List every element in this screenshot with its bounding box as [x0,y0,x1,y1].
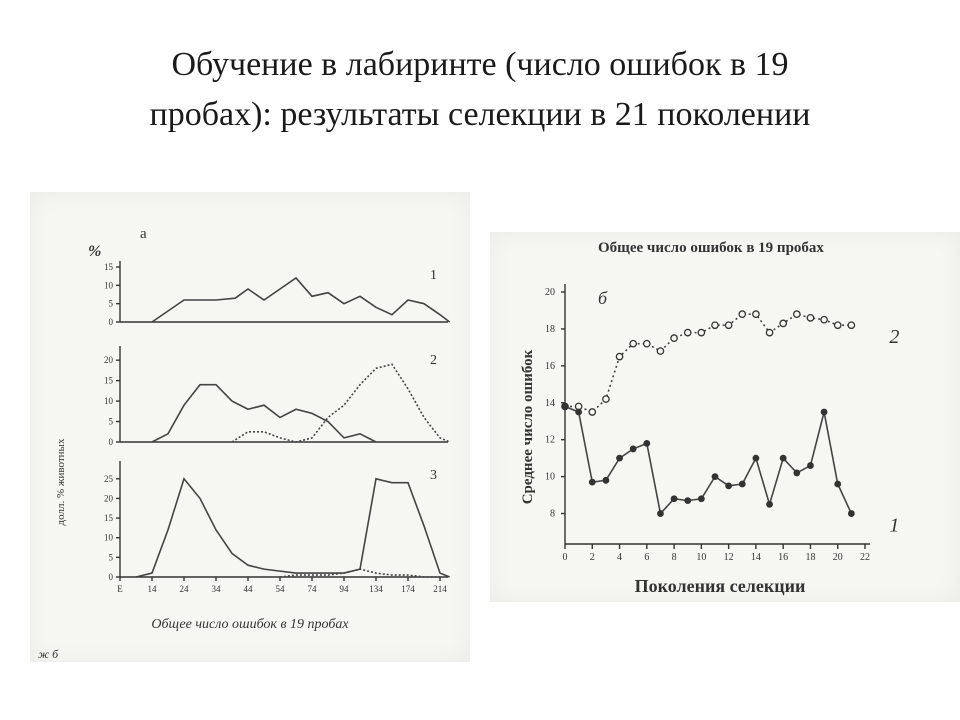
subplot-1-series-line-1 [152,278,450,322]
series-2-point [712,322,718,328]
series-2-point [766,329,772,335]
y-tick-label-b: 18 [545,323,555,335]
series-1-point [671,495,678,502]
x-tick-label: 34 [211,584,221,594]
series-1-point [848,510,855,517]
x-tick-label-b: 10 [696,552,707,563]
x-tick-label-b: 22 [860,552,870,563]
x-tick-label: 214 [433,584,447,594]
series-1-point [562,403,569,410]
chart-a-svg [30,192,470,662]
series-1-point [643,440,650,447]
series-2-point [671,335,677,341]
subplot-3-y-tick: 15 [104,513,113,524]
series-2-point [780,320,786,326]
y-unit-label: % [88,243,102,260]
series-2-point [739,311,745,317]
subplot-number-3: 3 [430,468,437,483]
series-2-point [794,311,800,317]
subplot-3-y-tick: 25 [104,473,113,484]
y-tick-label-b: 12 [545,434,555,446]
series-1-point [589,479,596,486]
x-tick-label-b: 14 [750,552,761,563]
x-tick-label: 174 [401,584,415,594]
x-tick-label: 74 [307,584,317,594]
subplot-3-series-line-1 [136,479,450,577]
subplot-2-series-line-2 [232,364,450,442]
series-2-point [685,329,691,335]
subplot-2-y-tick: 10 [104,396,113,407]
series-1-point [684,497,691,504]
footer-fragment: ж б [38,647,59,661]
y-axis-label: долл. % животных [55,438,67,526]
x-tick-label: 94 [339,584,349,594]
subplot-3-y-tick: 20 [104,493,113,504]
subplot-1-y-tick: 15 [104,262,113,272]
series-1-point [753,455,760,462]
y-tick-label-b: 14 [545,397,555,409]
subplot-1-y-tick: 10 [104,280,113,291]
subplot-1-y-tick: 5 [108,298,113,309]
y-axis-label-b: Среднее число ошибок [520,349,536,505]
x-tick-label-b: 8 [671,552,677,563]
subplot-3-y-tick: 10 [104,532,113,543]
x-tick-label: 134 [369,584,383,594]
x-axis-label: Общее число ошибок в 19 пробах [151,617,349,632]
series-1-point [575,409,582,416]
subplot-number-1: 1 [430,268,437,283]
series-2-point [657,348,663,354]
series-1-point [603,477,610,484]
series-1-point [712,473,719,480]
panel-b-label: б [598,288,608,308]
series-label-1: 1 [889,514,900,537]
series-2-point [603,396,609,402]
y-tick-label-b: 16 [545,360,555,372]
series-2-point [589,409,595,415]
panel-a-label: а [140,226,147,242]
figure-panel-a [30,192,470,662]
series-2-point [698,329,704,335]
series-2-point [848,322,854,328]
subplot-3-y-tick: 5 [108,552,113,563]
x-tick-label-b: 4 [617,552,623,563]
subplot-number-2: 2 [430,353,437,368]
chart-b-title: Общее число ошибок в 19 пробах [598,240,824,256]
y-tick-label-b: 20 [545,287,555,298]
series-2-point [616,353,622,359]
series-1-point [821,409,828,416]
y-tick-label-b: 8 [550,508,555,520]
x-tick-label-b: 16 [778,552,789,563]
series-1-point [630,446,637,453]
x-tick-label-b: 18 [805,552,816,563]
x-tick-label-b: 20 [832,552,843,563]
series-1-point [834,481,841,488]
subplot-3-y-tick: 0 [108,572,113,582]
series-2-point [753,311,759,317]
series-1-point [657,510,664,517]
x-tick-label: E [117,584,123,594]
x-tick-label-b: 12 [723,552,734,563]
series-1-point [780,455,787,462]
subplot-2-y-tick: 20 [104,355,113,366]
series-1-point [766,501,773,508]
series-1-point [725,482,732,489]
subplot-2-y-tick: 15 [104,375,113,386]
series-2-point [835,322,841,328]
figure-panel-b [490,232,960,602]
series-1-point [739,481,746,488]
x-axis-label-b: Поколения селекции [634,576,806,596]
series-2-point [644,340,650,346]
y-tick-label-b: 10 [545,471,555,483]
x-tick-label: 24 [179,584,189,594]
x-tick-label: 14 [147,584,157,594]
series-1-point [793,470,800,477]
series-1-line [565,406,851,513]
series-2-point [630,340,636,346]
series-1-point [698,495,705,502]
x-tick-label-b: 6 [644,552,650,563]
x-tick-label-b: 2 [589,552,595,563]
series-1-point [807,462,814,469]
x-tick-label: 44 [243,584,253,594]
slide-title-line-2: пробах): результаты селекции в 21 поколении [149,96,811,133]
slide-title [0,40,960,140]
subplot-2-y-tick: 5 [108,416,113,427]
series-2-point [821,316,827,322]
x-tick-label: 54 [275,584,285,594]
series-label-2: 2 [889,326,900,349]
x-tick-label-b: 0 [562,552,568,563]
chart-b-svg [490,232,960,602]
subplot-1-y-tick: 0 [108,317,113,327]
subplot-2-series-line-1 [152,385,376,442]
slide-title-line-1: Обучение в лабиринте (число ошибок в 19 [171,46,789,83]
series-2-point [725,322,731,328]
series-1-point [616,455,623,462]
series-2-point [807,315,813,321]
subplot-2-y-tick: 0 [108,437,113,447]
